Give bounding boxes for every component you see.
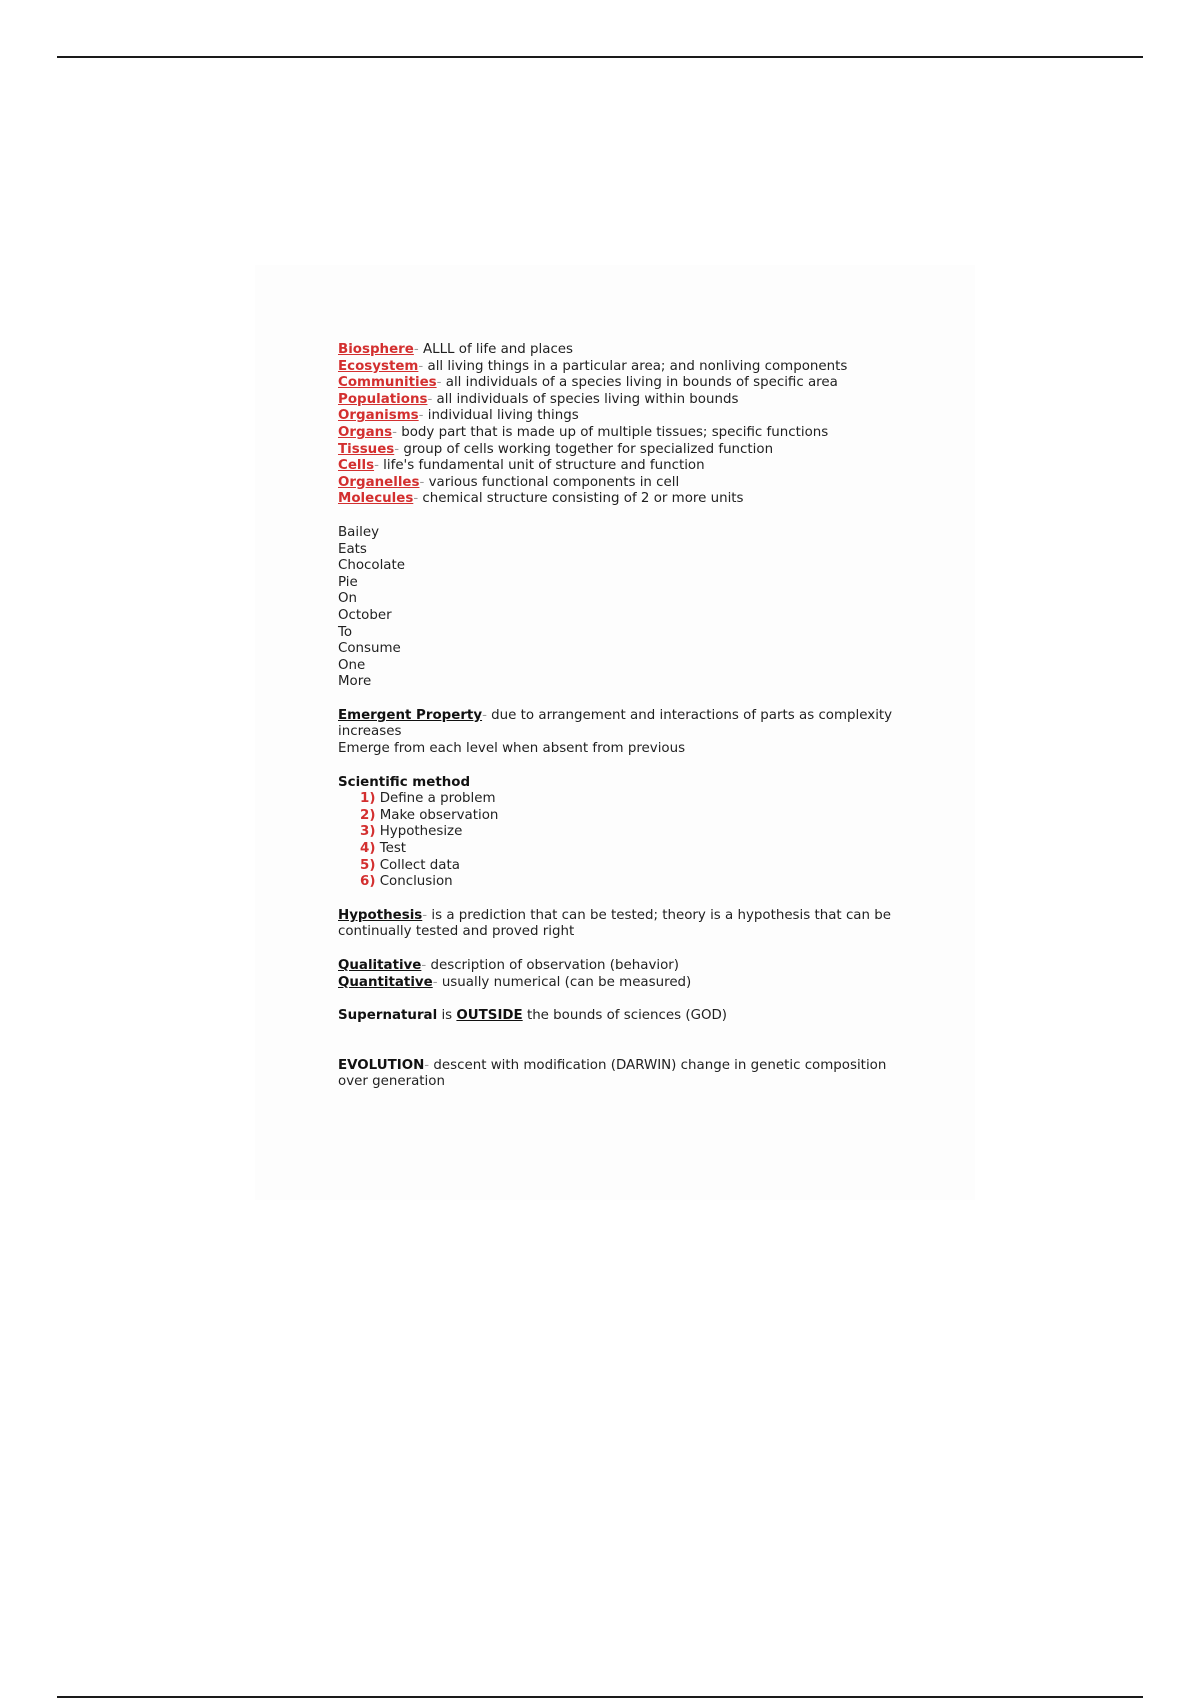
definition: descent with modification (DARWIN) change in genetic composition over generation (338, 1057, 887, 1090)
mnemonic-word: On (338, 591, 358, 607)
mnemonic-word: Consume (338, 641, 401, 657)
term: Qualitative (338, 958, 422, 973)
taxonomy-item: Ecosystem- all living things in a particular area; and nonliving components (338, 358, 848, 374)
term: Populations (338, 391, 428, 407)
supernatural-statement: Supernatural is OUTSIDE the bounds of sciences (GOD) (338, 1008, 728, 1024)
term: Organelles (338, 474, 420, 490)
definition: all living things in a particular area; and nonliving components (423, 358, 848, 374)
term: Organisms (338, 408, 419, 424)
definition: due to arrangement and interactions of parts as complexity increases (338, 707, 893, 740)
list-item: 4) Test (360, 841, 407, 857)
evolution-definition: EVOLUTION- descent with modification (DARWIN) change in genetic composition over generation (338, 1057, 887, 1090)
bottom-rule (57, 1696, 1143, 1698)
taxonomy-item: Cells- life's fundamental unit of structure and function (338, 458, 705, 474)
term: Tissues (338, 441, 395, 457)
term: Emergent Property (338, 707, 483, 723)
taxonomy-item: Molecules- chemical structure consisting of 2 or more units (338, 491, 744, 507)
scientific-method-steps (338, 791, 918, 891)
hypothesis-definition: Hypothesis- is a prediction that can be tested; theory is a hypothesis that can be continually tested and proved right (338, 907, 891, 940)
definition: usually numerical (can be measured) (437, 974, 692, 990)
taxonomy-item: Biosphere- ALLL of life and places (338, 342, 574, 357)
qualitative-definition: Qualitative- description of observation (behavior) (338, 958, 680, 973)
term: Cells (338, 458, 375, 474)
term: Quantitative (338, 974, 433, 990)
mnemonic-word: Eats (338, 541, 367, 557)
definition: individual living things (423, 408, 579, 424)
mnemonic-word: Chocolate (338, 558, 405, 574)
taxonomy-item: Organisms- individual living things (338, 408, 579, 424)
mnemonic-word: One (338, 657, 366, 673)
mnemonic-list (338, 525, 918, 691)
term: Communities (338, 375, 437, 391)
list-item: 3) Hypothesize (360, 824, 463, 840)
definition: all individuals of species living within bounds (432, 391, 739, 407)
mnemonic-word: More (338, 674, 372, 690)
mnemonic-word: October (338, 607, 392, 623)
definition: life's fundamental unit of structure and function (378, 458, 705, 474)
list-item: 2) Make observation (360, 807, 499, 823)
list-item: 5) Collect data (360, 857, 460, 873)
taxonomy-item: Populations- all individuals of species living within bounds (338, 391, 739, 407)
list-item: 6) Conclusion (360, 874, 453, 890)
notes-body (338, 342, 918, 1091)
emergent-property-note: Emerge from each level when absent from previous (338, 741, 686, 757)
definition: chemical structure consisting of 2 or more units (418, 491, 744, 507)
term: Molecules (338, 491, 414, 507)
top-rule (57, 56, 1143, 58)
definition: body part that is made up of multiple tissues; specific functions (396, 424, 829, 440)
definition: various functional components in cell (424, 474, 680, 490)
term: Organs (338, 424, 393, 440)
list-item: 1) Define a problem (360, 791, 496, 807)
taxonomy-item: Tissues- group of cells working together for specialized function (338, 441, 774, 457)
taxonomy-item: Communities- all individuals of a species living in bounds of specific area (338, 375, 838, 391)
mnemonic-word: Pie (338, 574, 358, 590)
mnemonic-word: Bailey (338, 524, 379, 540)
term: Hypothesis (338, 907, 423, 923)
term: Biosphere (338, 342, 414, 357)
mnemonic-word: To (338, 624, 353, 640)
definition: all individuals of a species living in bounds of specific area (441, 375, 838, 391)
taxonomy-item: Organs- body part that is made up of multiple tissues; specific functions (338, 424, 829, 440)
definition: description of observation (behavior) (426, 958, 680, 973)
term: EVOLUTION (338, 1057, 425, 1073)
taxonomy-list (338, 342, 918, 508)
definition: group of cells working together for specialized function (399, 441, 774, 457)
quantitative-definition: Quantitative- usually numerical (can be measured) (338, 974, 692, 990)
emergent-property-definition: Emergent Property- due to arrangement and interactions of parts as complexity increases (338, 707, 893, 740)
term: Ecosystem (338, 358, 419, 374)
taxonomy-item: Organelles- various functional components in cell (338, 474, 680, 490)
scientific-method-heading: Scientific method (338, 774, 471, 790)
definition: ALLL of life and places (418, 342, 574, 357)
definition: is a prediction that can be tested; theory is a hypothesis that can be continually tested and proved right (338, 907, 891, 940)
